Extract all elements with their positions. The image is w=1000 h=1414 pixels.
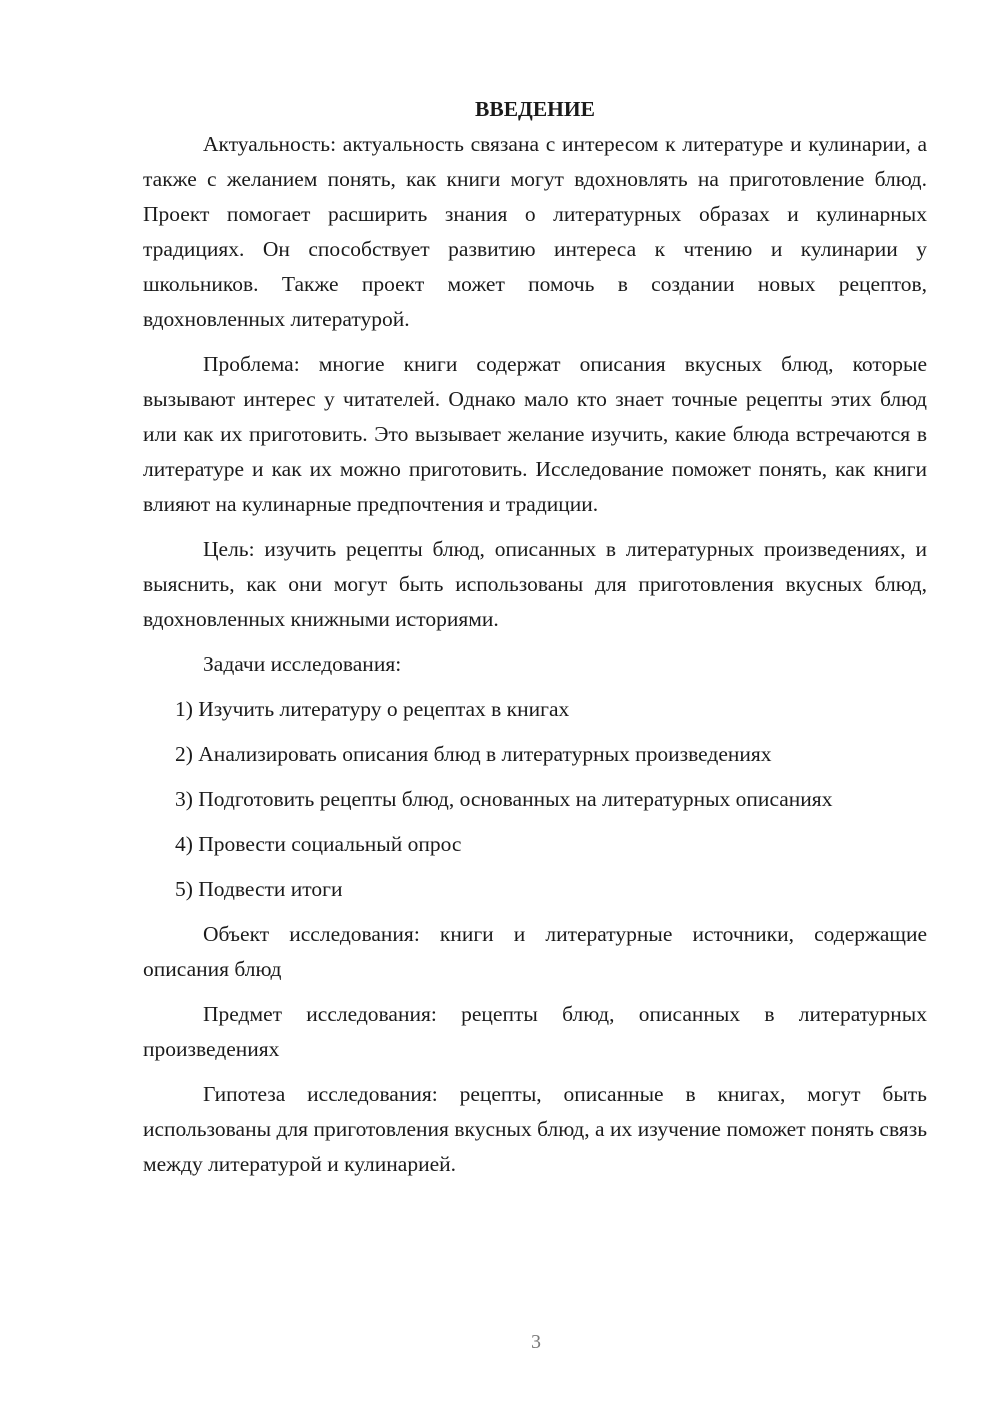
goal-paragraph: Цель: изучить рецепты блюд, описанных в литературных произведениях, и выяснить, как они могут быть использованы для приготовления вкусных блюд, вдохновленных книжными историями. [143,537,927,631]
section-title: ВВЕДЕНИЕ [475,97,595,121]
hypothesis-paragraph: Гипотеза исследования: рецепты, описанные в книгах, могут быть использованы для приготовления вкусных блюд, а их изучение поможет понять связь между литературой и кулинарией. [143,1082,927,1176]
object-paragraph: Объект исследования: книги и литературные источники, содержащие описания блюд [143,922,927,981]
page-number: 3 [531,1331,541,1353]
relevance-paragraph: Актуальность: актуальность связана с интересом к литературе и кулинарии, а также с желанием понять, как книги могут вдохновлять на приготовление блюд. Проект помогает расширить знания о литературных образах и кулинарных традициях. Он способствует развитию интереса к чтению и кулинарии у школьников. Также проект может помочь в создании новых рецептов, вдохновленных литературой. [143,132,927,331]
task-item: 2) Анализировать описания блюд в литературных произведениях [175,742,772,766]
task-item: 3) Подготовить рецепты блюд, основанных на литературных описаниях [175,787,833,811]
subject-paragraph: Предмет исследования: рецепты блюд, описанных в литературных произведениях [143,1002,927,1061]
task-item: 4) Провести социальный опрос [175,832,462,856]
tasks-heading: Задачи исследования: [203,652,402,676]
page-content [143,92,927,1192]
task-item: 1) Изучить литературу о рецептах в книгах [175,697,570,721]
task-item: 5) Подвести итоги [175,877,343,901]
problem-paragraph: Проблема: многие книги содержат описания вкусных блюд, которые вызывают интерес у читателей. Однако мало кто знает точные рецепты этих блюд или как их приготовить. Это вызывает желание изучить, какие блюда встречаются в литературе и как их можно приготовить. Исследование поможет понять, как книги влияют на кулинарные предпочтения и традиции. [143,352,927,516]
